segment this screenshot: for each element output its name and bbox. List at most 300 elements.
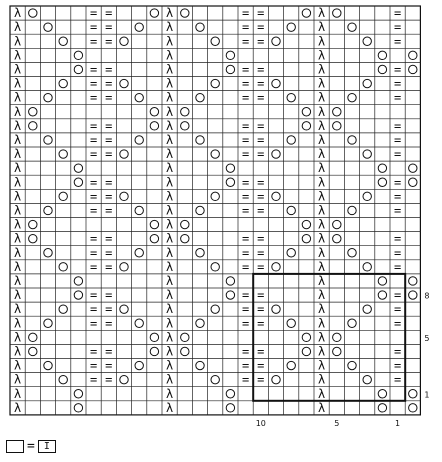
purl-symbol: =	[257, 288, 265, 303]
yarn-over-symbol	[378, 404, 386, 412]
yarn-over-symbol	[74, 277, 82, 285]
yarn-over-symbol	[333, 234, 341, 242]
yarn-over-symbol	[333, 108, 341, 116]
decrease-symbol: λ	[166, 231, 174, 246]
decrease-symbol: λ	[318, 203, 326, 218]
purl-symbol: =	[257, 231, 265, 246]
purl-symbol: =	[393, 259, 402, 274]
decrease-symbol: λ	[14, 330, 22, 345]
purl-symbol: =	[241, 302, 250, 317]
purl-symbol: =	[89, 189, 98, 204]
purl-symbol: =	[241, 90, 250, 105]
yarn-over-symbol	[363, 37, 371, 45]
decrease-symbol: λ	[318, 161, 326, 176]
decrease-symbol: λ	[318, 118, 326, 133]
purl-symbol: =	[105, 6, 113, 21]
purl-symbol: =	[89, 90, 98, 105]
decrease-symbol: λ	[318, 175, 326, 190]
yarn-over-symbol	[150, 122, 158, 130]
purl-symbol: =	[241, 20, 250, 35]
yarn-over-symbol	[302, 347, 310, 355]
purl-symbol: =	[105, 259, 113, 274]
yarn-over-symbol	[135, 23, 143, 31]
yarn-over-symbol	[378, 277, 386, 285]
yarn-over-symbol	[196, 249, 204, 257]
purl-symbol: =	[393, 90, 402, 105]
purl-symbol: =	[105, 62, 113, 77]
yarn-over-symbol	[181, 347, 189, 355]
decrease-symbol: λ	[318, 259, 326, 274]
yarn-over-symbol	[74, 51, 82, 59]
yarn-over-symbol	[333, 122, 341, 130]
decrease-symbol: λ	[166, 344, 174, 359]
yarn-over-symbol	[181, 122, 189, 130]
yarn-over-symbol	[378, 390, 386, 398]
decrease-symbol: λ	[318, 316, 326, 331]
yarn-over-symbol	[150, 108, 158, 116]
decrease-symbol: λ	[14, 161, 22, 176]
yarn-over-symbol	[29, 220, 37, 228]
yarn-over-symbol	[302, 108, 310, 116]
decrease-symbol: λ	[14, 48, 22, 63]
yarn-over-symbol	[272, 305, 280, 313]
decrease-symbol: λ	[166, 316, 174, 331]
yarn-over-symbol	[150, 347, 158, 355]
yarn-over-symbol	[302, 122, 310, 130]
yarn-over-symbol	[44, 23, 52, 31]
yarn-over-symbol	[74, 164, 82, 172]
purl-symbol: =	[257, 203, 265, 218]
yarn-over-symbol	[59, 192, 67, 200]
yarn-over-symbol	[59, 263, 67, 271]
decrease-symbol: λ	[14, 217, 22, 232]
yarn-over-symbol	[120, 79, 128, 87]
yarn-over-symbol	[150, 220, 158, 228]
yarn-over-symbol	[29, 108, 37, 116]
purl-symbol: =	[241, 62, 250, 77]
legend	[6, 436, 56, 456]
purl-symbol: =	[257, 132, 265, 147]
decrease-symbol: λ	[166, 400, 174, 415]
decrease-symbol: λ	[166, 48, 174, 63]
yarn-over-symbol	[150, 9, 158, 17]
decrease-symbol: λ	[14, 302, 22, 317]
legend-equals: =	[27, 438, 35, 454]
yarn-over-symbol	[226, 291, 234, 299]
yarn-over-symbol	[150, 333, 158, 341]
yarn-over-symbol	[226, 178, 234, 186]
decrease-symbol: λ	[318, 344, 326, 359]
purl-symbol: =	[89, 132, 98, 147]
decrease-symbol: λ	[14, 118, 22, 133]
decrease-symbol: λ	[166, 147, 174, 162]
yarn-over-symbol	[120, 305, 128, 313]
yarn-over-symbol	[226, 277, 234, 285]
purl-symbol: =	[105, 288, 113, 303]
yarn-over-symbol	[409, 404, 417, 412]
purl-symbol: =	[257, 316, 265, 331]
decrease-symbol: λ	[166, 90, 174, 105]
yarn-over-symbol	[272, 79, 280, 87]
decrease-symbol: λ	[166, 6, 174, 21]
purl-symbol: =	[241, 203, 250, 218]
decrease-symbol: λ	[166, 104, 174, 119]
decrease-symbol: λ	[318, 34, 326, 49]
yarn-over-symbol	[363, 375, 371, 383]
purl-symbol: =	[105, 203, 113, 218]
yarn-over-symbol	[211, 192, 219, 200]
yarn-over-symbol	[44, 136, 52, 144]
yarn-over-symbol	[287, 206, 295, 214]
yarn-over-symbol	[333, 220, 341, 228]
purl-symbol: =	[393, 132, 402, 147]
decrease-symbol: λ	[14, 132, 22, 147]
purl-symbol: =	[105, 358, 113, 373]
purl-symbol: =	[105, 231, 113, 246]
purl-symbol: =	[241, 118, 250, 133]
decrease-symbol: λ	[14, 344, 22, 359]
purl-symbol: =	[89, 147, 98, 162]
yarn-over-symbol	[211, 375, 219, 383]
purl-symbol: =	[241, 6, 250, 21]
purl-symbol: =	[241, 372, 250, 387]
purl-symbol: =	[257, 189, 265, 204]
purl-symbol: =	[89, 358, 98, 373]
purl-symbol: =	[393, 118, 402, 133]
purl-symbol: =	[393, 76, 402, 91]
purl-symbol: =	[393, 302, 402, 317]
yarn-over-symbol	[120, 375, 128, 383]
yarn-over-symbol	[348, 206, 356, 214]
yarn-over-symbol	[135, 206, 143, 214]
purl-symbol: =	[257, 259, 265, 274]
yarn-over-symbol	[348, 136, 356, 144]
purl-symbol: =	[89, 259, 98, 274]
decrease-symbol: λ	[166, 132, 174, 147]
purl-symbol: =	[393, 288, 402, 303]
purl-symbol: =	[105, 344, 113, 359]
purl-symbol: =	[89, 231, 98, 246]
decrease-symbol: λ	[318, 20, 326, 35]
yarn-over-symbol	[287, 23, 295, 31]
decrease-symbol: λ	[166, 273, 174, 288]
yarn-over-symbol	[44, 93, 52, 101]
yarn-over-symbol	[29, 9, 37, 17]
purl-symbol: =	[105, 316, 113, 331]
yarn-over-symbol	[120, 150, 128, 158]
purl-symbol: =	[241, 358, 250, 373]
yarn-over-symbol	[302, 234, 310, 242]
row-number-label: 8	[424, 291, 430, 301]
decrease-symbol: λ	[14, 203, 22, 218]
decrease-symbol: λ	[14, 6, 22, 21]
yarn-over-symbol	[302, 333, 310, 341]
yarn-over-symbol	[74, 390, 82, 398]
yarn-over-symbol	[226, 404, 234, 412]
purl-symbol: =	[257, 118, 265, 133]
purl-symbol: =	[241, 147, 250, 162]
yarn-over-symbol	[74, 404, 82, 412]
purl-symbol: =	[393, 344, 402, 359]
yarn-over-symbol	[378, 178, 386, 186]
yarn-over-symbol	[272, 192, 280, 200]
yarn-over-symbol	[196, 23, 204, 31]
purl-symbol: =	[257, 62, 265, 77]
yarn-over-symbol	[378, 51, 386, 59]
yarn-over-symbol	[409, 65, 417, 73]
purl-symbol: =	[393, 62, 402, 77]
decrease-symbol: λ	[166, 288, 174, 303]
decrease-symbol: λ	[318, 76, 326, 91]
yarn-over-symbol	[44, 206, 52, 214]
purl-symbol: =	[393, 147, 402, 162]
yarn-over-symbol	[287, 136, 295, 144]
row-number-label: 1	[424, 390, 430, 400]
column-number-label: 1	[395, 418, 401, 428]
yarn-over-symbol	[74, 65, 82, 73]
purl-symbol: =	[393, 372, 402, 387]
decrease-symbol: λ	[318, 400, 326, 415]
decrease-symbol: λ	[166, 20, 174, 35]
decrease-symbol: λ	[14, 104, 22, 119]
purl-symbol: =	[393, 316, 402, 331]
purl-symbol: =	[89, 288, 98, 303]
yarn-over-symbol	[44, 319, 52, 327]
purl-symbol: =	[89, 302, 98, 317]
yarn-over-symbol	[409, 164, 417, 172]
yarn-over-symbol	[363, 263, 371, 271]
purl-symbol: =	[393, 20, 402, 35]
purl-symbol: =	[241, 245, 250, 260]
decrease-symbol: λ	[318, 62, 326, 77]
decrease-symbol: λ	[14, 400, 22, 415]
decrease-symbol: λ	[14, 231, 22, 246]
decrease-symbol: λ	[14, 273, 22, 288]
purl-symbol: =	[241, 175, 250, 190]
decrease-symbol: λ	[14, 147, 22, 162]
decrease-symbol: λ	[166, 189, 174, 204]
purl-symbol: =	[257, 344, 265, 359]
decrease-symbol: λ	[166, 358, 174, 373]
purl-symbol: =	[257, 302, 265, 317]
yarn-over-symbol	[59, 79, 67, 87]
purl-symbol: =	[393, 34, 402, 49]
decrease-symbol: λ	[14, 386, 22, 401]
yarn-over-symbol	[409, 51, 417, 59]
yarn-over-symbol	[135, 319, 143, 327]
purl-symbol: =	[241, 231, 250, 246]
yarn-over-symbol	[348, 249, 356, 257]
yarn-over-symbol	[226, 164, 234, 172]
yarn-over-symbol	[363, 79, 371, 87]
decrease-symbol: λ	[166, 34, 174, 49]
purl-symbol: =	[105, 189, 113, 204]
decrease-symbol: λ	[166, 386, 174, 401]
purl-symbol: =	[105, 34, 113, 49]
yarn-over-symbol	[150, 234, 158, 242]
yarn-over-symbol	[211, 263, 219, 271]
purl-symbol: =	[241, 288, 250, 303]
decrease-symbol: λ	[14, 20, 22, 35]
yarn-over-symbol	[409, 390, 417, 398]
purl-symbol: =	[89, 372, 98, 387]
yarn-over-symbol	[120, 263, 128, 271]
decrease-symbol: λ	[318, 147, 326, 162]
decrease-symbol: λ	[166, 302, 174, 317]
yarn-over-symbol	[59, 37, 67, 45]
purl-symbol: =	[241, 34, 250, 49]
yarn-over-symbol	[196, 206, 204, 214]
decrease-symbol: λ	[14, 259, 22, 274]
yarn-over-symbol	[272, 150, 280, 158]
yarn-over-symbol	[272, 375, 280, 383]
decrease-symbol: λ	[318, 104, 326, 119]
yarn-over-symbol	[348, 319, 356, 327]
decrease-symbol: λ	[318, 302, 326, 317]
yarn-over-symbol	[181, 333, 189, 341]
yarn-over-symbol	[302, 9, 310, 17]
purl-symbol: =	[257, 175, 265, 190]
legend-symbol-text: I	[43, 440, 50, 452]
purl-symbol: =	[105, 245, 113, 260]
yarn-over-symbol	[74, 178, 82, 186]
purl-symbol: =	[89, 6, 98, 21]
purl-symbol: =	[89, 62, 98, 77]
yarn-over-symbol	[29, 122, 37, 130]
legend-symbol-cell	[38, 440, 56, 453]
yarn-over-symbol	[287, 361, 295, 369]
purl-symbol: =	[89, 203, 98, 218]
yarn-over-symbol	[196, 136, 204, 144]
purl-symbol: =	[257, 6, 265, 21]
yarn-over-symbol	[272, 263, 280, 271]
purl-symbol: =	[89, 245, 98, 260]
purl-symbol: =	[393, 358, 402, 373]
decrease-symbol: λ	[318, 90, 326, 105]
yarn-over-symbol	[196, 93, 204, 101]
decrease-symbol: λ	[14, 245, 22, 260]
yarn-over-symbol	[181, 220, 189, 228]
yarn-over-symbol	[378, 164, 386, 172]
purl-symbol: =	[89, 34, 98, 49]
chart-border	[10, 6, 420, 415]
purl-symbol: =	[105, 118, 113, 133]
decrease-symbol: λ	[166, 217, 174, 232]
yarn-over-symbol	[196, 361, 204, 369]
yarn-over-symbol	[211, 150, 219, 158]
yarn-over-symbol	[44, 361, 52, 369]
decrease-symbol: λ	[166, 62, 174, 77]
yarn-over-symbol	[135, 93, 143, 101]
yarn-over-symbol	[29, 333, 37, 341]
purl-symbol: =	[89, 76, 98, 91]
yarn-over-symbol	[302, 220, 310, 228]
decrease-symbol: λ	[318, 372, 326, 387]
purl-symbol: =	[89, 316, 98, 331]
purl-symbol: =	[241, 189, 250, 204]
purl-symbol: =	[105, 90, 113, 105]
purl-symbol: =	[241, 316, 250, 331]
yarn-over-symbol	[287, 93, 295, 101]
decrease-symbol: λ	[166, 245, 174, 260]
purl-symbol: =	[241, 76, 250, 91]
yarn-over-symbol	[409, 178, 417, 186]
decrease-symbol: λ	[318, 189, 326, 204]
decrease-symbol: λ	[166, 259, 174, 274]
yarn-over-symbol	[272, 37, 280, 45]
decrease-symbol: λ	[166, 330, 174, 345]
yarn-over-symbol	[59, 375, 67, 383]
yarn-over-symbol	[59, 150, 67, 158]
yarn-over-symbol	[196, 319, 204, 327]
decrease-symbol: λ	[14, 90, 22, 105]
purl-symbol: =	[257, 147, 265, 162]
legend-empty-cell	[6, 440, 24, 453]
purl-symbol: =	[393, 6, 402, 21]
yarn-over-symbol	[29, 234, 37, 242]
decrease-symbol: λ	[318, 132, 326, 147]
purl-symbol: =	[241, 344, 250, 359]
decrease-symbol: λ	[166, 76, 174, 91]
purl-symbol: =	[257, 372, 265, 387]
yarn-over-symbol	[181, 9, 189, 17]
purl-symbol: =	[393, 175, 402, 190]
yarn-over-symbol	[409, 291, 417, 299]
purl-symbol: =	[393, 245, 402, 260]
yarn-over-symbol	[287, 319, 295, 327]
decrease-symbol: λ	[166, 372, 174, 387]
purl-symbol: =	[105, 76, 113, 91]
yarn-over-symbol	[120, 192, 128, 200]
purl-symbol: =	[241, 132, 250, 147]
yarn-over-symbol	[226, 51, 234, 59]
yarn-over-symbol	[135, 361, 143, 369]
purl-symbol: =	[105, 147, 113, 162]
yarn-over-symbol	[333, 9, 341, 17]
purl-symbol: =	[257, 358, 265, 373]
decrease-symbol: λ	[318, 48, 326, 63]
purl-symbol: =	[105, 132, 113, 147]
yarn-over-symbol	[363, 305, 371, 313]
decrease-symbol: λ	[318, 288, 326, 303]
decrease-symbol: λ	[14, 76, 22, 91]
decrease-symbol: λ	[14, 189, 22, 204]
yarn-over-symbol	[181, 108, 189, 116]
purl-symbol: =	[257, 20, 265, 35]
yarn-over-symbol	[348, 93, 356, 101]
row-number-label: 5	[424, 333, 430, 343]
yarn-over-symbol	[348, 23, 356, 31]
yarn-over-symbol	[409, 277, 417, 285]
purl-symbol: =	[257, 245, 265, 260]
decrease-symbol: λ	[318, 6, 326, 21]
yarn-over-symbol	[363, 192, 371, 200]
column-number-label: 10	[255, 418, 266, 428]
yarn-over-symbol	[135, 249, 143, 257]
yarn-over-symbol	[348, 361, 356, 369]
yarn-over-symbol	[44, 249, 52, 257]
decrease-symbol: λ	[14, 34, 22, 49]
purl-symbol: =	[393, 189, 402, 204]
yarn-over-symbol	[226, 390, 234, 398]
yarn-over-symbol	[378, 291, 386, 299]
yarn-over-symbol	[74, 291, 82, 299]
decrease-symbol: λ	[318, 231, 326, 246]
purl-symbol: =	[105, 302, 113, 317]
yarn-over-symbol	[363, 150, 371, 158]
decrease-symbol: λ	[318, 273, 326, 288]
yarn-over-symbol	[333, 333, 341, 341]
